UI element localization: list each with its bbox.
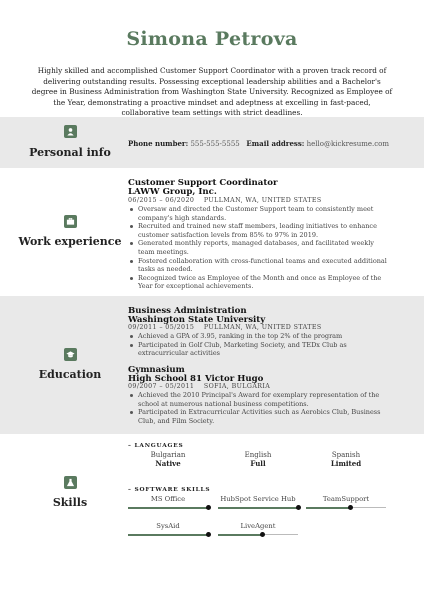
briefcase-icon — [64, 215, 77, 228]
degree-title: Business Administration — [128, 306, 247, 316]
list-item: Recruited and trained new staff members, leading initiatives to enhance customer satisfaction levels from 85% to 97% in 2019. — [128, 222, 390, 239]
list-item: Achieved the 2010 Principal's Award for exemplary representation of the school at numerous national business competitions. — [128, 391, 390, 408]
language-name: English — [244, 451, 272, 459]
job-location: PULLMAN, WA, UNITED STATES — [203, 197, 322, 204]
job-meta — [128, 197, 322, 204]
skill-level-dot — [348, 505, 353, 510]
contact-line — [128, 139, 389, 148]
profile-summary: Highly skilled and accomplished Customer Support Coordinator with a proven track record of delivering outstanding results. Possessing exceptional leadership abilities and a Bachelor's degree in Business Administration from Washington State University. Recognized as Employee of the Year, demonstrating a proactive mindset and adeptness at excelling in fast-paced, collaborative team settings with strict deadlines. — [31, 66, 393, 118]
education-dates: 09/2011 – 05/2015 — [128, 324, 195, 331]
phone-value: 555-555-5555 — [190, 140, 240, 148]
graduation-cap-icon — [64, 348, 77, 361]
language-level: Full — [250, 459, 266, 468]
education-location: PULLMAN, WA, UNITED STATES — [203, 324, 322, 331]
skill-level-dot — [296, 505, 301, 510]
job-company: LAWW Group, Inc. — [128, 187, 217, 197]
education-heading: Education — [38, 368, 102, 381]
skills-heading: Skills — [52, 496, 88, 509]
phone-label: Phone number: — [128, 139, 189, 148]
language-level: Limited — [330, 459, 362, 468]
list-item: Generated monthly reports, managed databases, and facilitated weekly team meetings. — [128, 239, 390, 256]
school-name: Washington State University — [128, 315, 266, 325]
education-dates: 09/2007 – 05/2011 — [128, 383, 195, 390]
education-location: SOFIA, BULGARIA — [203, 383, 271, 390]
language-level: Native — [155, 459, 181, 468]
skill-name: TeamSupport — [322, 495, 370, 503]
skill-level-bar — [218, 507, 298, 509]
skill-level-bar — [128, 534, 208, 536]
list-item: Oversaw and directed the Customer Support team to consistently meet company's high standards. — [128, 205, 390, 222]
job-bullets — [128, 205, 390, 291]
languages-heading: – LANGUAGES — [128, 443, 184, 449]
software-skills-heading: – SOFTWARE SKILLS — [128, 487, 211, 493]
person-icon — [64, 125, 77, 138]
degree-title: Gymnasium — [128, 365, 185, 375]
education-meta — [128, 324, 322, 331]
language-name: Bulgarian — [150, 451, 186, 459]
skill-name: LiveAgent — [240, 522, 276, 530]
language-item — [128, 451, 208, 468]
skill-level-bar — [306, 507, 350, 509]
list-item: Participated in Extracurricular Activities such as Aerobics Club, Business Club, and Film Society. — [128, 408, 390, 425]
flask-icon — [64, 476, 77, 489]
personal-info-heading: Personal info — [29, 146, 111, 159]
skill-level-bar — [128, 507, 208, 509]
skill-name: MS Office — [150, 495, 186, 503]
job-position: Customer Support Coordinator — [128, 178, 278, 188]
candidate-name: Simona Petrova — [126, 28, 298, 50]
language-name: Spanish — [331, 451, 361, 459]
education-bullets — [128, 391, 390, 425]
language-item — [218, 451, 298, 468]
skill-level-dot — [206, 505, 211, 510]
skill-level-dot — [206, 532, 211, 537]
list-item: Achieved a GPA of 3.95, ranking in the top 2% of the program — [128, 332, 390, 341]
skill-level-bar — [218, 534, 262, 536]
list-item: Fostered collaboration with cross-functional teams and executed additional tasks as needed. — [128, 257, 390, 274]
job-dates: 06/2015 – 06/2020 — [128, 197, 195, 204]
education-bullets — [128, 332, 390, 358]
list-item: Participated in Golf Club, Marketing Society, and TEDx Club as extracurricular activities — [128, 341, 390, 358]
education-meta — [128, 383, 270, 390]
list-item: Recognized twice as Employee of the Month and once as Employee of the Year for exceptional achievements. — [128, 274, 390, 291]
skill-name: HubSpot Service Hub — [220, 495, 296, 503]
work-experience-heading: Work experience — [18, 235, 122, 248]
email-label: Email address: — [246, 139, 305, 148]
skill-name: SysAid — [156, 522, 180, 530]
email-value[interactable]: hello@kickresume.com — [306, 140, 389, 148]
school-name: High School 81 Victor Hugo — [128, 374, 264, 384]
skill-level-dot — [260, 532, 265, 537]
language-item — [306, 451, 386, 468]
